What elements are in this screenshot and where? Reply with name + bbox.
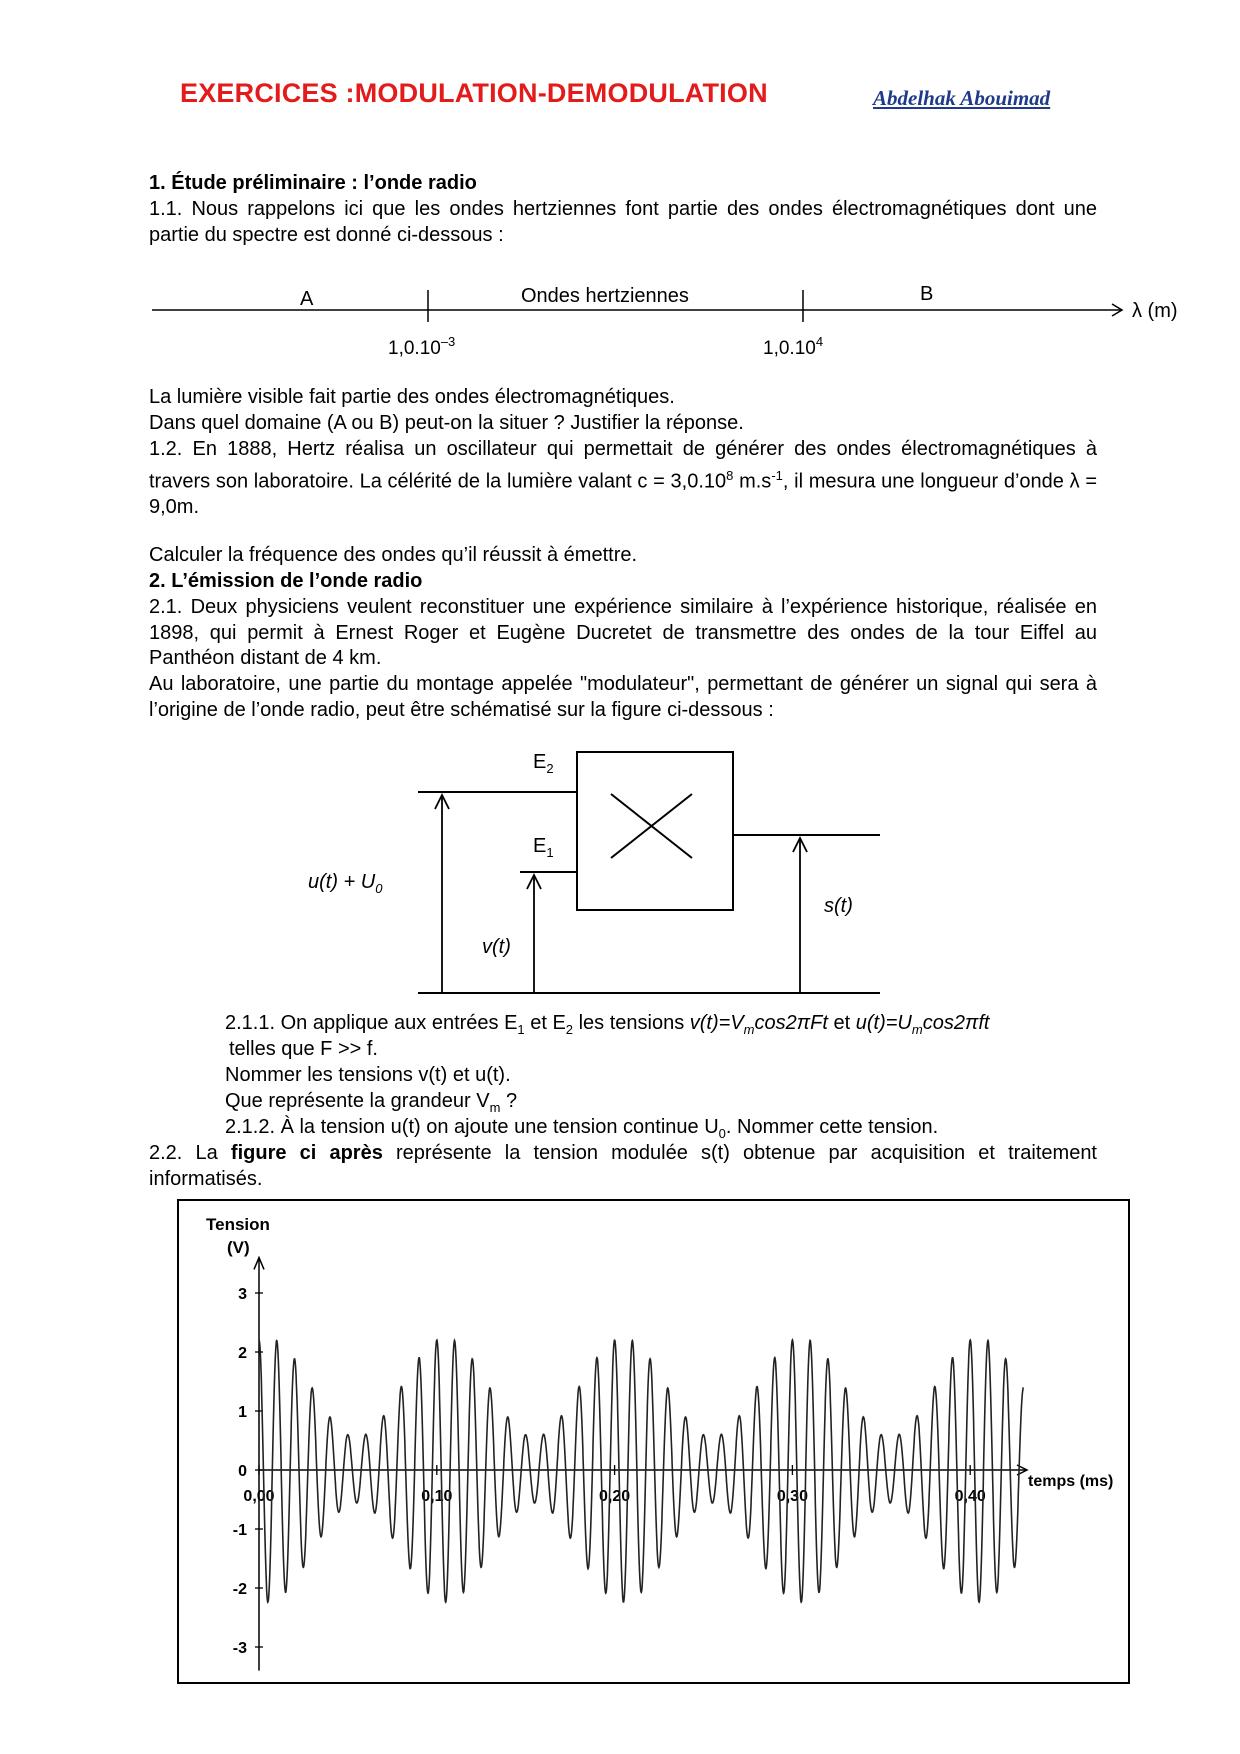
s1-paragraph-5: Calculer la fréquence des ondes qu’il réussit à émettre. xyxy=(149,544,638,566)
spectrum-label-a: A xyxy=(300,288,314,310)
spectrum-axis-label: λ (m) xyxy=(1132,300,1178,322)
question-2-1-1: 2.1.1. On applique aux entrées $E_1$ et $E_2$ les tensions $v(t)=V_m\cos 2\pi Ft$ et $u(t)=U_m\cos 2\pi ft$ xyxy=(225,1012,990,1037)
question-2-2: 2.2. La figure ci après représente la tension modulée s(t) obtenue par acquisition et traitement informatisés. xyxy=(149,1142,1097,1190)
label-e1: $E_1$ xyxy=(533,835,554,860)
x-tick-label: 0,00 xyxy=(243,1488,275,1505)
x-tick-label: 0,20 xyxy=(599,1488,631,1505)
s1-paragraph-1: 1.1. Nous rappelons ici que les ondes hertziennes font partie des ondes électromagnétiques dont une partie du spectre est donné ci-dessous : xyxy=(149,198,1097,246)
y-tick-label: 3 xyxy=(238,1286,247,1303)
spectrum-tick-1: $1,0.10^{-3}$ xyxy=(388,334,456,359)
author-name: Abdelhak Abouimad xyxy=(873,86,1051,110)
question-2-1-1-name: Nommer les tensions v(t) et u(t). xyxy=(225,1064,511,1086)
label-u-plus-u0: $u(t) + U_0$ xyxy=(308,871,383,896)
page-title: EXERCICES :MODULATION-DEMODULATION xyxy=(180,78,768,108)
section-2-heading: 2. L’émission de l’onde radio xyxy=(149,570,423,592)
spectrum-label-mid: Ondes hertziennes xyxy=(521,285,689,307)
x-tick-label: 0,40 xyxy=(954,1488,986,1505)
x-tick-label: 0,30 xyxy=(776,1488,808,1505)
y-axis-label-2: (V) xyxy=(227,1238,250,1257)
s1-paragraph-2: La lumière visible fait partie des ondes électromagnétiques. xyxy=(149,386,675,408)
s2-paragraph-1: 2.1. Deux physiciens veulent reconstituer une expérience similaire à l’expérience historique, réalisée en 1898, qui permit à Ernest Roger et Eugène Ducretet de transmettre des ondes de la tour Eiffel au Panthéon distant de 4 km. xyxy=(149,596,1097,670)
label-e2: $E_2$ xyxy=(533,751,554,776)
label-v: v(t) xyxy=(482,936,511,958)
spectrum-diagram xyxy=(140,270,1220,370)
modulator-circuit xyxy=(280,740,900,1010)
s1-paragraph-4: 1.2. En 1888, Hertz réalisa un oscillateur qui permettait de générer des ondes électromagnétiques à travers son laboratoire. La célérité de la lumière valant $c = 3,0.10^8$ $m.s^{-1}$, il mesura une longueur d’onde λ = 9,0m. xyxy=(149,438,1098,518)
y-tick-label: 1 xyxy=(238,1404,247,1421)
s2-paragraph-2: Au laboratoire, une partie du montage appelée "modulateur", permettant de générer un signal qui sera à l’origine de l’onde radio, peut être schématisé sur la figure ci-dessous : xyxy=(149,673,1097,721)
question-2-1-1-vm: Que représente la grandeur $V_m$ ? xyxy=(225,1090,518,1115)
spectrum-label-b: B xyxy=(920,283,934,305)
y-tick-label: -2 xyxy=(232,1581,247,1598)
s1-paragraph-3: Dans quel domaine (A ou B) peut-on la situer ? Justifier la réponse. xyxy=(149,412,744,434)
y-tick-label: -1 xyxy=(232,1522,247,1539)
question-2-1-1-condition: telles que F >> f. xyxy=(229,1038,378,1060)
x-tick-label: 0,10 xyxy=(421,1488,453,1505)
y-tick-label: 2 xyxy=(238,1345,247,1362)
question-2-1-2: 2.1.2. À la tension u(t) on ajoute une tension continue $U_0$. Nommer cette tension. xyxy=(225,1116,939,1141)
y-axis-label-1: Tension xyxy=(206,1215,270,1234)
section-1-heading: 1. Étude préliminaire : l’onde radio xyxy=(149,172,477,194)
y-tick-label: 0 xyxy=(238,1463,247,1480)
spectrum-tick-2: 1,0.10$^4$ xyxy=(763,334,824,359)
modulated-signal-chart xyxy=(177,1199,1131,1685)
label-s: s(t) xyxy=(824,895,853,917)
y-tick-label: -3 xyxy=(232,1640,247,1657)
x-axis-label: temps (ms) xyxy=(1028,1473,1114,1490)
